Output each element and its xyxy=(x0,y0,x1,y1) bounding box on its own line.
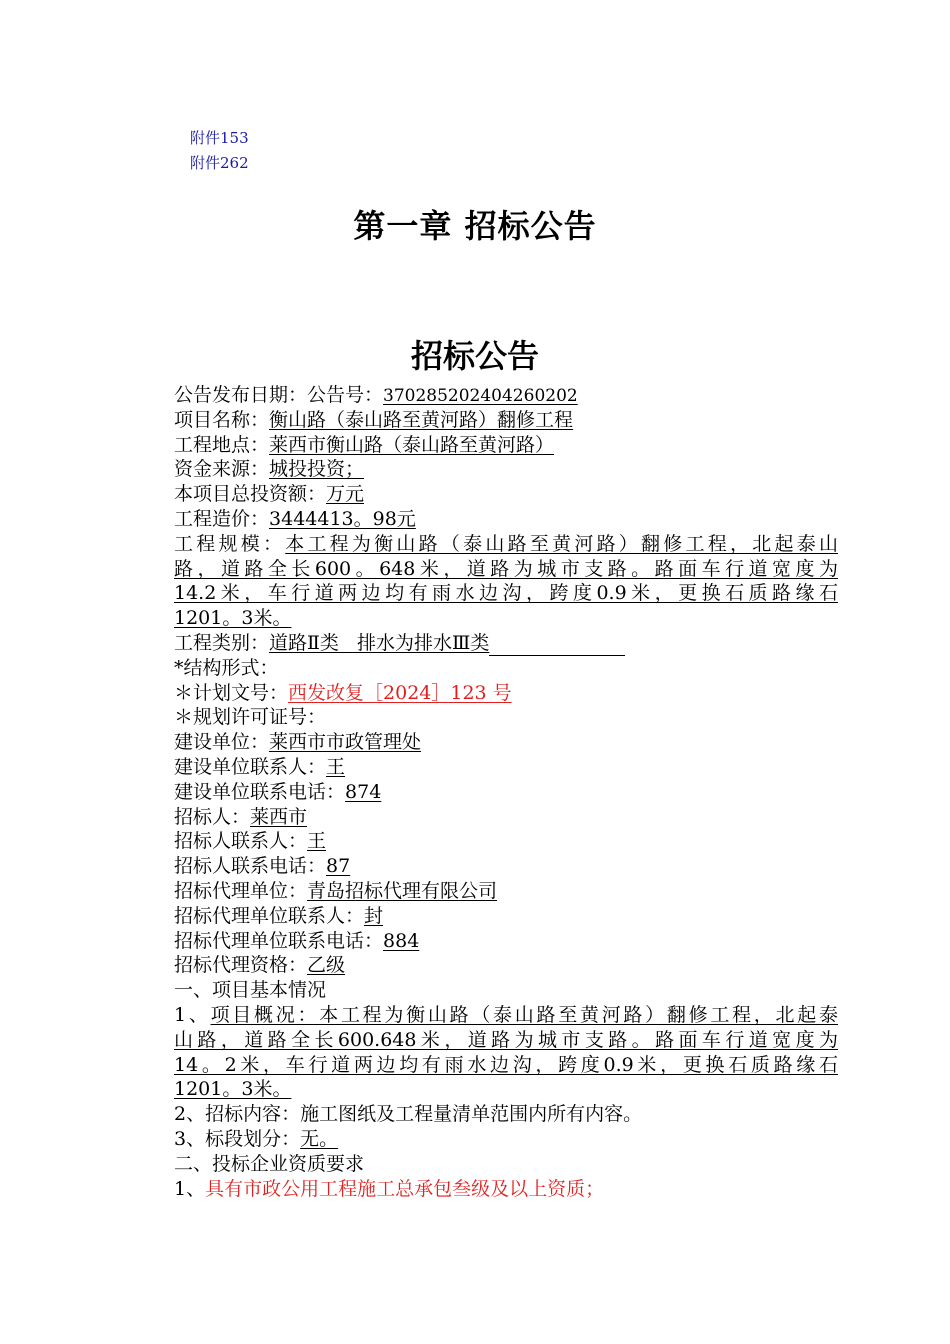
lot-row xyxy=(174,1127,838,1152)
scale-block xyxy=(174,532,838,631)
agent-row xyxy=(174,879,838,904)
scale-label: 工程规模： xyxy=(174,532,286,555)
builder-phone-value: 874 xyxy=(345,780,382,803)
builder-contact-value: 王 xyxy=(326,755,346,778)
agent-contact-label: 招标代理单位联系人： xyxy=(174,904,365,927)
agent-qual-row xyxy=(174,953,838,978)
requirement-row xyxy=(174,1177,838,1202)
funding-row xyxy=(174,457,838,482)
overview-block xyxy=(174,1003,838,1102)
plan-doc-value: 西发改复［2024］123 号 xyxy=(288,681,512,704)
content-item: 2、招标内容：施工图纸及工程量清单范围内所有内容。 xyxy=(174,1103,643,1126)
cost-label: 工程造价： xyxy=(174,507,270,530)
announce-label: 公告发布日期：公告号： xyxy=(174,384,384,406)
funding-value: 城投投资； xyxy=(269,458,365,481)
tenderer-row xyxy=(174,805,838,830)
category-label: 工程类别： xyxy=(174,631,270,654)
total-invest-label: 本项目总投资额： xyxy=(174,483,327,506)
structure-row xyxy=(174,656,838,681)
builder-value: 莱西市市政管理处 xyxy=(269,731,422,754)
notice-title: 招标公告 xyxy=(410,337,539,375)
lot-label: 3、标段划分： xyxy=(174,1127,301,1150)
builder-contact-label: 建设单位联系人： xyxy=(174,755,327,778)
category-row xyxy=(174,631,838,656)
section2-heading: 二、投标企业资质要求 xyxy=(174,1152,365,1175)
location-row xyxy=(174,433,838,458)
tenderer-contact-label: 招标人联系人： xyxy=(174,830,308,853)
agent-label: 招标代理单位： xyxy=(174,879,308,902)
agent-qual-label: 招标代理资格： xyxy=(174,954,308,977)
attachment-link-2[interactable]: 附件262 xyxy=(190,154,249,172)
scale-line xyxy=(174,532,838,557)
category-fill-line xyxy=(489,635,625,656)
scale-line: 路，道路全长600。648米，道路为城市支路。路面车行道宽度为 xyxy=(174,557,838,580)
overview-label: 1、 xyxy=(174,1003,211,1026)
builder-contact-row xyxy=(174,755,838,780)
agent-qual-value: 乙级 xyxy=(307,954,346,977)
total-invest-value: 万元 xyxy=(326,483,365,506)
overview-text: 项目概况：本工程为衡山路（泰山路至黄河路）翻修工程，北起泰 xyxy=(210,1003,838,1026)
category-value: 道路Ⅱ类 排水为排水Ⅲ类 xyxy=(269,631,490,654)
builder-row xyxy=(174,730,838,755)
attachment-links xyxy=(190,126,249,176)
requirement-label: 1、 xyxy=(174,1177,206,1200)
scale-line: 14.2米，车行道两边均有雨水边沟，跨度0.9米，更换石质路缘石 xyxy=(174,582,838,605)
section1-heading: 一、项目基本情况 xyxy=(174,979,327,1002)
location-label: 工程地点： xyxy=(174,433,270,456)
announce-row xyxy=(174,383,838,408)
location-value: 莱西市衡山路（泰山路至黄河路） xyxy=(269,433,555,456)
tenderer-contact-value: 王 xyxy=(307,830,327,853)
cost-value: 3444413。98元 xyxy=(269,507,416,530)
agent-phone-label: 招标代理单位联系电话： xyxy=(174,929,384,952)
agent-contact-row xyxy=(174,904,838,929)
funding-label: 资金来源： xyxy=(174,458,270,481)
project-name-label: 项目名称： xyxy=(174,408,270,431)
announce-no: 370285202404260202 xyxy=(383,386,578,406)
requirement-text: 具有市政公用工程施工总承包叁级及以上资质； xyxy=(205,1177,605,1200)
notice-body xyxy=(174,383,838,1201)
cost-row xyxy=(174,507,838,532)
tenderer-label: 招标人： xyxy=(174,805,251,828)
project-name-value: 衡山路（泰山路至黄河路）翻修工程 xyxy=(269,408,574,431)
builder-label: 建设单位： xyxy=(174,731,270,754)
lot-value: 无。 xyxy=(300,1127,339,1150)
agent-value: 青岛招标代理有限公司 xyxy=(307,879,498,902)
overview-line: 1201。3米。 xyxy=(174,1078,292,1101)
tenderer-contact-row xyxy=(174,829,838,854)
overview-line: 山路，道路全长600.648米，道路为城市支路。路面车行道宽度为 xyxy=(174,1028,838,1051)
builder-phone-label: 建设单位联系电话： xyxy=(174,780,346,803)
tenderer-phone-row xyxy=(174,854,838,879)
permit-label: ＊规划许可证号： xyxy=(174,706,327,729)
scale-text: 本工程为衡山路（泰山路至黄河路）翻修工程，北起泰山 xyxy=(285,532,838,555)
tenderer-value: 莱西市 xyxy=(250,805,308,828)
tenderer-phone-label: 招标人联系电话： xyxy=(174,855,327,878)
total-invest-row xyxy=(174,482,838,507)
plan-doc-label: ＊计划文号： xyxy=(174,681,289,704)
overview-line: 14。2米，车行道两边均有雨水边沟，跨度0.9米，更换石质路缘石 xyxy=(174,1053,838,1076)
overview-line xyxy=(174,1003,838,1028)
builder-phone-row xyxy=(174,780,838,805)
scale-line: 1201。3米。 xyxy=(174,607,292,630)
plan-doc-row xyxy=(174,681,838,706)
attachment-link-1[interactable]: 附件153 xyxy=(190,129,249,147)
structure-label: *结构形式： xyxy=(174,656,279,679)
tenderer-phone-value: 87 xyxy=(326,855,351,878)
permit-row xyxy=(174,705,838,730)
agent-phone-row xyxy=(174,929,838,954)
agent-phone-value: 884 xyxy=(383,929,420,952)
project-name-row xyxy=(174,408,838,433)
chapter-title: 第一章 招标公告 xyxy=(353,207,597,245)
agent-contact-value: 封 xyxy=(364,904,384,927)
